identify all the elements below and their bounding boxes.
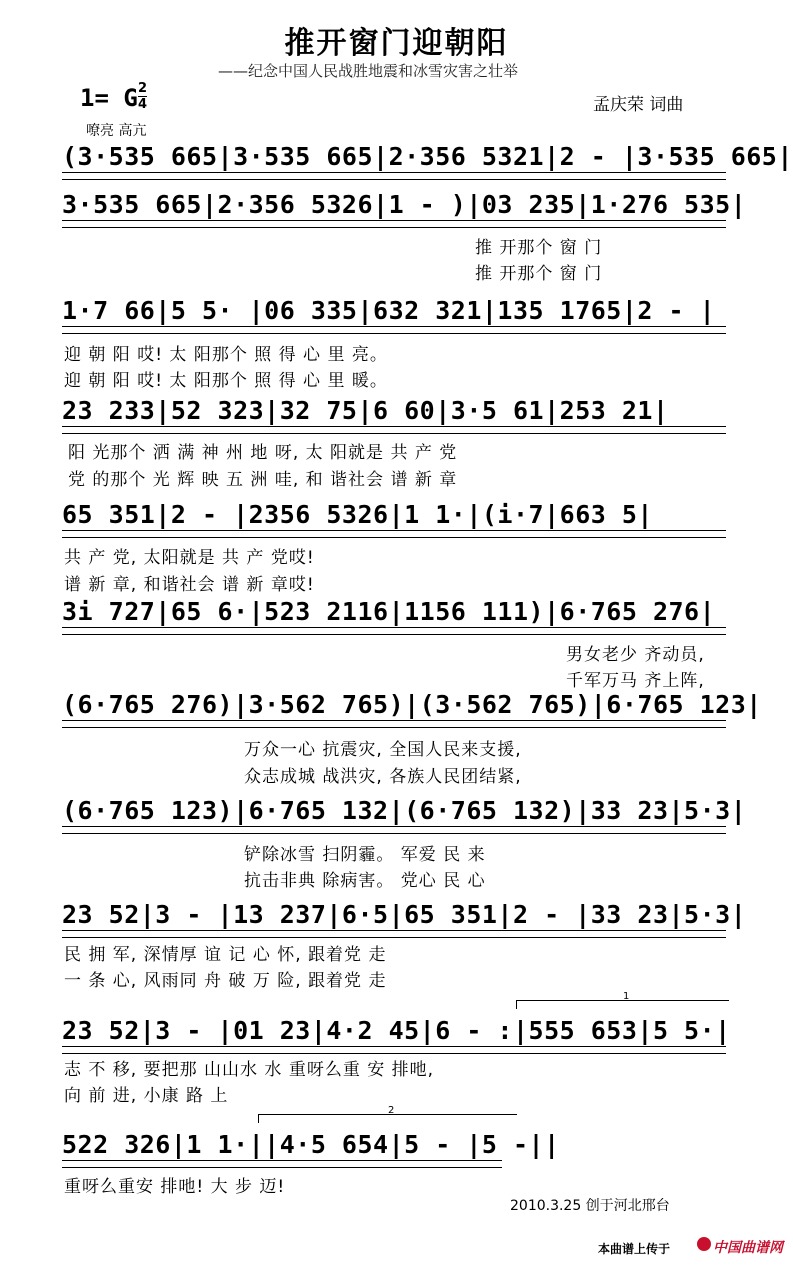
notation-line: 65 351|2 - |2356 5326|1 1·|(i·7|663 5| (62, 500, 653, 529)
beam-underline (62, 220, 726, 228)
score-system-5 (62, 500, 732, 530)
beam-underline (62, 1046, 726, 1054)
lyric-verse-2: 一 条 心, 风雨同 舟 破 万 险, 跟着党 走 (64, 971, 387, 991)
lyric-verse-1: 志 不 移, 要把那 山山水 水 重呀么重 安 排吔, (64, 1060, 435, 1080)
lyric-verse-2: 千军万马 齐上阵, (566, 671, 705, 691)
lyric-verse-1: 阳 光那个 洒 满 神 州 地 呀, 太 阳就是 共 产 党 (68, 443, 458, 463)
lyric-verse-1: 万众一心 抗震灾, 全国人民来支援, (244, 740, 522, 760)
lyric-verse-2: 抗击非典 除病害。 党心 民 心 (244, 871, 486, 891)
time-signature (138, 82, 147, 111)
volta-bracket-2: 2 (258, 1114, 517, 1123)
meter-bottom: 4 (138, 97, 148, 112)
score-system-4 (62, 396, 732, 426)
notation-line: (6·765 276)|3·562 765)|(3·562 765)|6·765 123| (62, 690, 762, 719)
lyric-verse-1: 重呀么重安 排吔! 大 步 迈! (64, 1177, 286, 1197)
tempo-marking: 嘹亮 高亢 (86, 123, 147, 139)
notation-line: 522 326|1 1·||4·5 654|5 - |5 -|| (62, 1130, 560, 1159)
beam-underline (62, 930, 726, 938)
key-signature: 1= G (80, 84, 138, 112)
beam-underline (62, 426, 726, 434)
lyric-verse-2: 向 前 进, 小康 路 上 (64, 1086, 229, 1106)
song-title: 推开窗门迎朝阳 (284, 26, 509, 61)
beam-underline (62, 326, 726, 334)
volta-bracket-1: 1 (516, 1000, 729, 1009)
score-system-6 (62, 597, 732, 627)
site-logo-icon (697, 1237, 711, 1251)
lyric-verse-1: 铲除冰雪 扫阴霾。 军爱 民 来 (244, 845, 486, 865)
notation-line: 23 233|52 323|32 75|6 60|3·5 61|253 21| (62, 396, 669, 425)
site-logo-text[interactable]: 中国曲谱网 (713, 1240, 783, 1256)
score-system-3 (62, 296, 732, 326)
notation-line: (3·535 665|3·535 665|2·356 5321|2 - |3·535 665| (62, 142, 793, 171)
lyric-verse-1: 推 开那个 窗 门 (475, 238, 603, 258)
notation-line: 3·535 665|2·356 5326|1 - )|03 235|1·276 535| (62, 190, 747, 219)
notation-line: 23 52|3 - |01 23|4·2 45|6 - :|555 653|5 5·| (62, 1016, 731, 1045)
score-system-9 (62, 900, 747, 930)
score-system-8 (62, 796, 747, 826)
beam-underline (62, 826, 726, 834)
lyric-verse-2: 谱 新 章, 和谐社会 谱 新 章哎! (64, 575, 315, 595)
score-system-7 (62, 690, 762, 720)
notation-line: 1·7 66|5 5· |06 335|632 321|135 1765|2 - | (62, 296, 716, 325)
beam-underline (62, 720, 726, 728)
lyric-verse-1: 民 拥 军, 深情厚 谊 记 心 怀, 跟着党 走 (64, 945, 387, 965)
lyric-verse-1: 共 产 党, 太阳就是 共 产 党哎! (64, 548, 315, 568)
notation-line: 23 52|3 - |13 237|6·5|65 351|2 - |33 23|5·3| (62, 900, 747, 929)
score-system-1 (62, 142, 793, 172)
lyric-verse-1: 迎 朝 阳 哎! 太 阳那个 照 得 心 里 亮。 (64, 345, 388, 365)
meter-top: 2 (138, 81, 148, 96)
lyric-verse-1: 男女老少 齐动员, (566, 645, 705, 665)
beam-underline (62, 627, 726, 635)
lyric-verse-2: 推 开那个 窗 门 (475, 264, 603, 284)
score-system-2 (62, 190, 747, 220)
beam-underline (62, 1160, 502, 1168)
notation-line: (6·765 123)|6·765 132|(6·765 132)|33 23|5·3| (62, 796, 747, 825)
beam-underline (62, 530, 726, 538)
composition-date: 2010.3.25 创于河北邢台 (510, 1198, 670, 1214)
score-system-11 (62, 1130, 732, 1160)
lyric-verse-2: 迎 朝 阳 哎! 太 阳那个 照 得 心 里 暖。 (64, 371, 388, 391)
beam-underline (62, 172, 726, 180)
composer-credit: 孟庆荣 词曲 (593, 95, 684, 115)
upload-note: 本曲谱上传于 (598, 1242, 671, 1256)
score-system-10 (62, 1016, 732, 1046)
notation-line: 3i 727|65 6·|523 2116|1156 111)|6·765 276| (62, 597, 716, 626)
lyric-verse-2: 众志成城 战洪灾, 各族人民团结紧, (244, 767, 522, 787)
song-subtitle: ——纪念中国人民战胜地震和冰雪灾害之壮举 (218, 62, 519, 80)
lyric-verse-2: 党 的那个 光 辉 映 五 洲 哇, 和 谐社会 谱 新 章 (68, 470, 458, 490)
